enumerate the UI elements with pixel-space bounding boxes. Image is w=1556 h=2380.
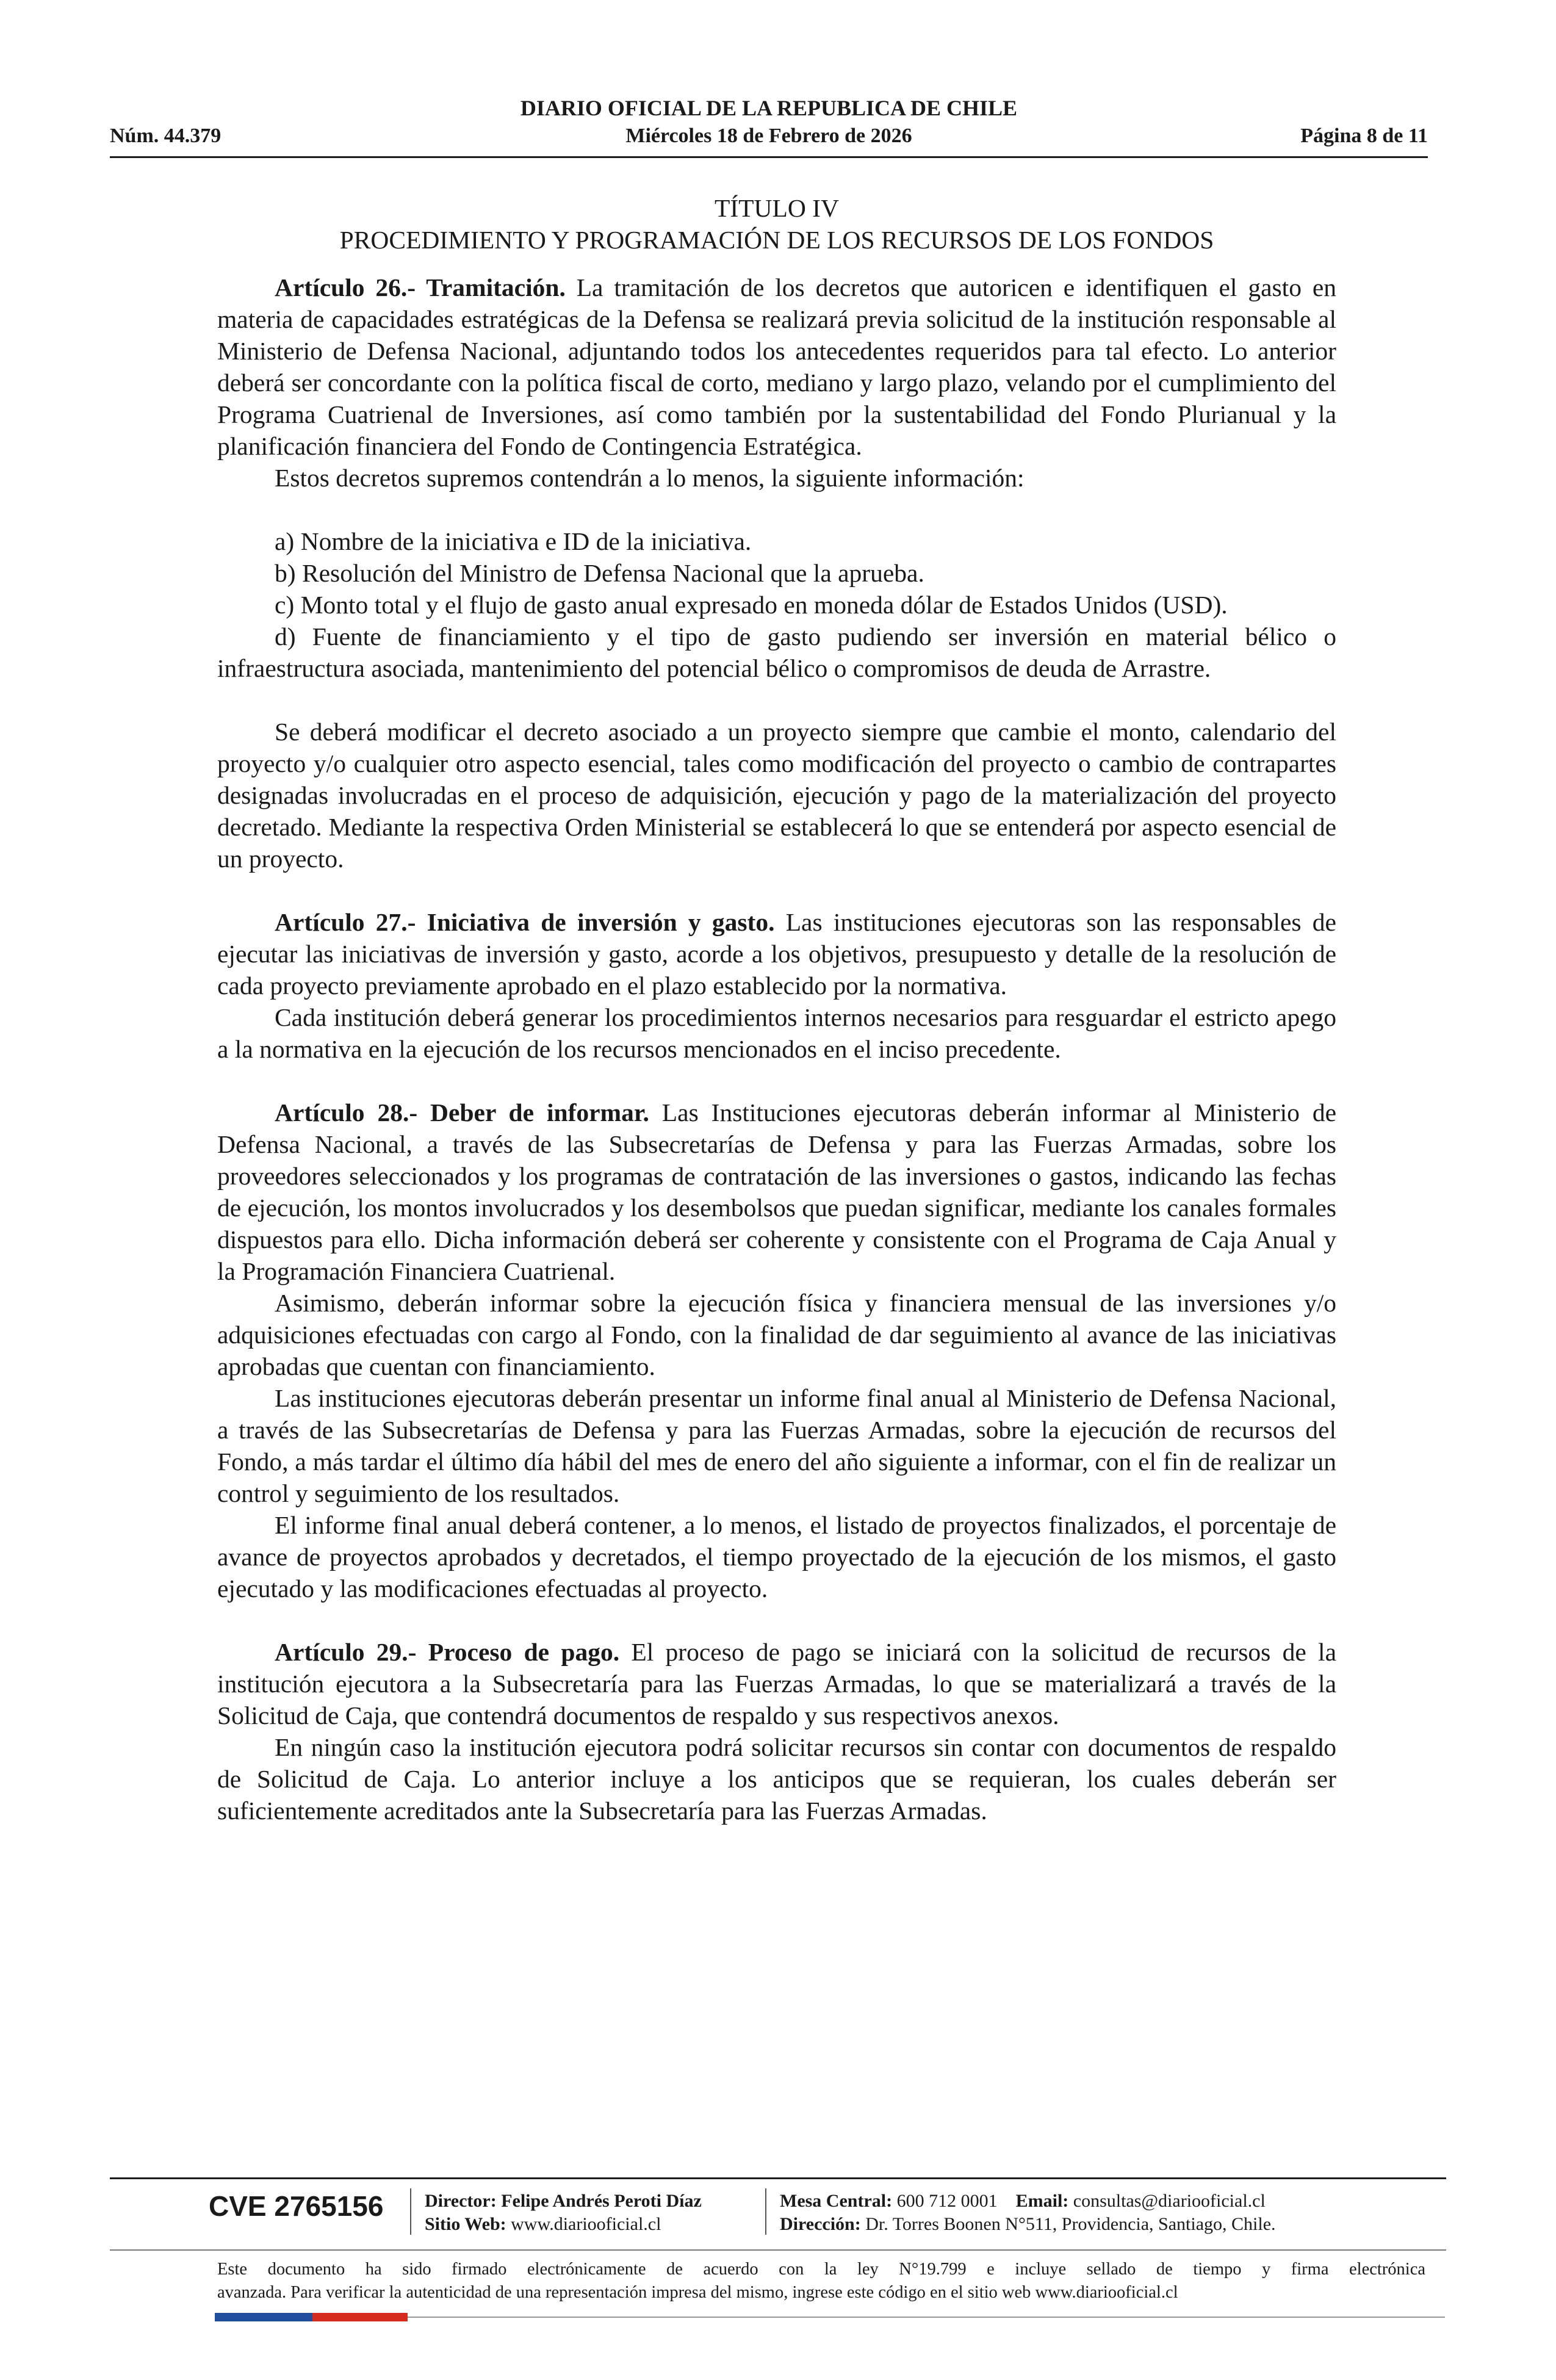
cve-code: CVE 2765156 xyxy=(209,2190,384,2222)
article-28-paragraph xyxy=(217,1097,1336,1287)
flag-rule xyxy=(408,2317,1445,2318)
article-27-paragraph xyxy=(217,906,1336,1001)
info-list xyxy=(217,525,1336,684)
legal-notice xyxy=(217,2258,1425,2304)
title-line-2: PROCEDIMIENTO Y PROGRAMACIÓN DE LOS RECURSOS DE LOS FONDOS xyxy=(339,226,1214,254)
legal-line-2: avanzada. Para verificar la autenticidad de una representación impresa del mismo, ingrese este código en el sitio web www.diariooficial.cl xyxy=(217,2283,1178,2302)
email-label: Email: xyxy=(1015,2191,1069,2211)
address-label: Dirección: xyxy=(780,2214,861,2234)
article-28-paragraph-2: Asimismo, deberán informar sobre la ejecución física y financiera mensual de las inversiones y/o adquisiciones efectuadas con cargo al Fondo, con la finalidad de dar seguimiento al avance de las iniciativas aprobadas que cuentan con financiamiento. xyxy=(217,1289,1336,1380)
email-link[interactable]: consultas@diariooficial.cl xyxy=(1073,2191,1266,2211)
article-26-paragraph-3: Se deberá modificar el decreto asociado a un proyecto siempre que cambie el monto, calendario del proyecto y/o cualquier otro aspecto esencial, tales como modificación del proyecto o cambio de contrapartes designadas involucradas en el proceso de adquisición, ejecución y pago de la materialización del proyecto decretado. Mediante la respectiva Orden Ministerial se establecerá lo que se entenderá por aspecto esencial de un proyecto. xyxy=(217,718,1336,873)
page-header xyxy=(110,93,1428,160)
article-28-body: Las Instituciones ejecutoras deberán informar al Ministerio de Defensa Nacional, a través de las Subsecretarías de Defensa y para las Fuerzas Armadas, sobre los proveedores seleccionados y los programas de contratación de las inversiones o gastos, indicando las fechas de ejecución, los montos involucrados y los desembolsos que puedan significar, mediante los canales formales dispuestos para ello. Dicha información deberá ser coherente y consistente con el Programa de Caja Anual y la Programación Financiera Cuatrienal. xyxy=(217,1098,1336,1285)
article-28-paragraph-3: Las instituciones ejecutoras deberán presentar un informe final anual al Ministerio de Defensa Nacional, a través de las Subsecretarías de Defensa y para las Fuerzas Armadas, sobre la ejecución de recursos del Fondo, a más tardar el último día hábil del mes de enero del año siguiente a informar, con el fin de realizar un control y seguimiento de los resultados. xyxy=(217,1384,1336,1507)
article-26-paragraph xyxy=(217,272,1336,462)
title-line-1: TÍTULO IV xyxy=(715,194,839,222)
footer-rule xyxy=(110,2177,1446,2179)
mesa-label: Mesa Central: xyxy=(780,2191,893,2211)
director-name: Felipe Andrés Peroti Díaz xyxy=(501,2191,702,2211)
list-item-c: c) Monto total y el flujo de gasto anual expresado en moneda dólar de Estados Unidos (USD). xyxy=(275,591,1228,619)
list-item-d: d) Fuente de financiamiento y el tipo de gasto pudiendo ser inversión en material bélico o infraestructura asociada, mantenimiento del potencial bélico o compromisos de deuda de Arrastre. xyxy=(217,622,1336,682)
flag-red-bar xyxy=(312,2313,408,2321)
issue-date: Miércoles 18 de Febrero de 2026 xyxy=(625,124,912,147)
article-26-body: La tramitación de los decretos que autoricen e identifiquen el gasto en materia de capacidades estratégicas de la Defensa se realizará previa solicitud de la institución responsable al Ministerio de Defensa Nacional, adjuntando todos los antecedentes requeridos para tal efecto. Lo anterior deberá ser concordante con la política fiscal de corto, mediano y largo plazo, velando por el cumplimiento del Programa Cuatrienal de Inversiones, así como también por la sustentabilidad del Fondo Plurianual y la planificación financiera del Fondo de Contingencia Estratégica. xyxy=(217,273,1336,460)
footer-contact-block xyxy=(780,2190,1276,2236)
article-27-heading: Artículo 27.- Iniciativa de inversión y gasto. xyxy=(275,908,775,936)
list-item-b: b) Resolución del Ministro de Defensa Nacional que la aprueba. xyxy=(275,559,924,587)
address-value: Dr. Torres Boonen N°511, Providencia, Santiago, Chile. xyxy=(865,2214,1276,2234)
flag-blue-bar xyxy=(215,2313,312,2321)
article-29-body: El proceso de pago se iniciará con la solicitud de recursos de la institución ejecutora a la Subsecretaría para las Fuerzas Armadas, lo que se materializará a través de la Solicitud de Caja, que contendrá documentos de respaldo y sus respectivos anexos. xyxy=(217,1638,1336,1729)
director-label: Director: xyxy=(425,2191,497,2211)
article-27-body: Las instituciones ejecutoras son las responsables de ejecutar las iniciativas de inversión y gasto, acorde a los objetivos, presupuesto y detalle de la resolución de cada proyecto previamente aprobado en el plazo establecido por la normativa. xyxy=(217,908,1336,1000)
web-label: Sitio Web: xyxy=(425,2214,506,2234)
issue-number: Núm. 44.379 xyxy=(110,124,222,147)
header-rule xyxy=(110,156,1428,158)
web-link[interactable]: www.diariooficial.cl xyxy=(511,2214,661,2234)
article-28-heading: Artículo 28.- Deber de informar. xyxy=(275,1098,649,1127)
article-29-paragraph xyxy=(217,1636,1336,1731)
article-27-paragraph-2: Cada institución deberá generar los procedimientos internos necesarios para resguardar el estricto apego a la normativa en la ejecución de los recursos mencionados en el inciso precedente. xyxy=(217,1003,1336,1063)
footer-director-block xyxy=(425,2190,702,2236)
article-26-paragraph-2: Estos decretos supremos contendrán a lo menos, la siguiente información: xyxy=(275,464,1025,492)
article-28-paragraph-4: El informe final anual deberá contener, a lo menos, el listado de proyectos finalizados, el porcentaje de avance de proyectos aprobados y decretados, el tiempo proyectado de la ejecución de los mismos, el gasto ejecutado y las modificaciones efectuadas al proyecto. xyxy=(217,1511,1336,1603)
list-item-a: a) Nombre de la iniciativa e ID de la iniciativa. xyxy=(275,527,752,555)
mesa-value: 600 712 0001 xyxy=(896,2191,998,2211)
document-body xyxy=(217,192,1336,1826)
article-26-heading: Artículo 26.- Tramitación. xyxy=(275,273,566,301)
article-29-paragraph-2: En ningún caso la institución ejecutora podrá solicitar recursos sin contar con documentos de respaldo de Solicitud de Caja. Lo anterior incluye a los anticipos que se requieran, los cuales deberán ser suficientemente acreditados ante la Subsecretaría para las Fuerzas Armadas. xyxy=(217,1733,1336,1825)
page-number: Página 8 de 11 xyxy=(1300,124,1428,147)
article-29-heading: Artículo 29.- Proceso de pago. xyxy=(275,1638,620,1666)
journal-title: DIARIO OFICIAL DE LA REPUBLICA DE CHILE xyxy=(520,96,1018,120)
legal-line-1: Este documento ha sido firmado electrónicamente de acuerdo con la ley N°19.799 e incluye sellado de tiempo y firma electrónica xyxy=(217,2260,1425,2279)
